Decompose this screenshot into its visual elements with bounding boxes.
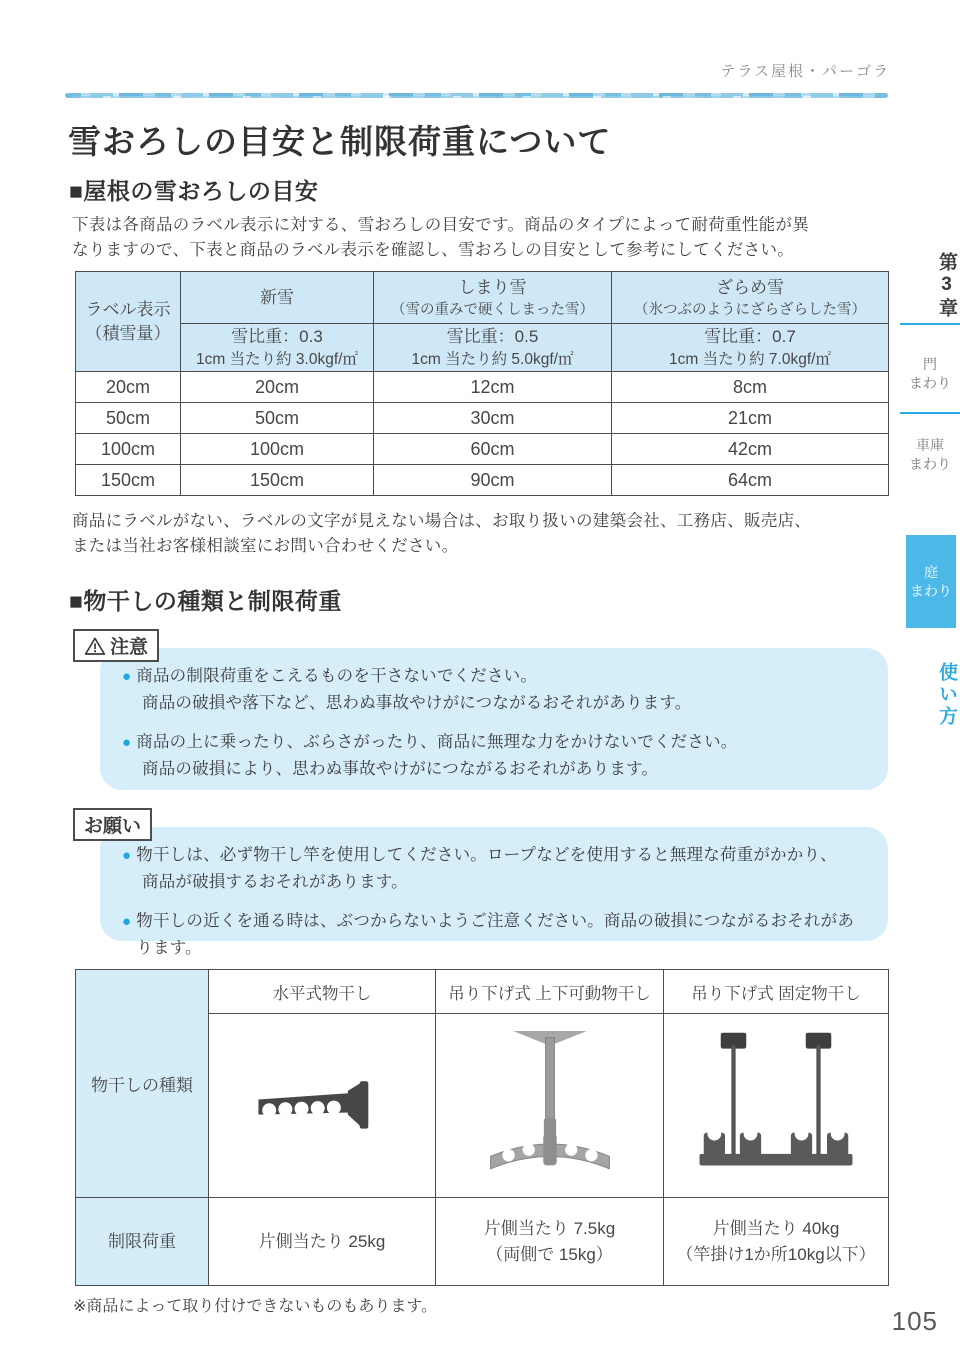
request-text: 商品が破損するおそれがあります。	[142, 873, 408, 891]
table-cell: 8cm	[612, 372, 889, 403]
hanger-type-table	[75, 969, 889, 1286]
request-item	[122, 908, 868, 962]
tab-text: 門	[923, 356, 937, 372]
corner-line-2: （積雪量）	[85, 323, 171, 343]
section-heading-hanger: ■物干しの種類と制限荷重	[69, 588, 342, 614]
horizontal-hanger-illustration	[252, 1076, 392, 1136]
load-cell	[664, 1198, 889, 1286]
illustration-cell	[209, 1014, 436, 1198]
column-header-shinsetsu: 新雪	[181, 272, 374, 324]
caution-box	[100, 648, 888, 790]
caution-label	[73, 629, 159, 662]
table-cell: 50cm	[181, 403, 374, 434]
page-number: 105	[891, 1306, 938, 1336]
caution-text: 商品の破損により、思わぬ事故やけがにつながるおそれがあります。	[142, 760, 659, 778]
load-row-label: 制限荷重	[76, 1198, 209, 1286]
table-row	[76, 403, 889, 434]
table-cell: 60cm	[374, 434, 612, 465]
table-cell: 30cm	[374, 403, 612, 434]
caution-text: 商品の制限荷重をこえるものを干さないでください。	[136, 667, 538, 685]
note-line-1: 商品にラベルがない、ラベルの文字が見えない場合は、お取り扱いの建築会社、工務店、販売店、	[72, 512, 812, 530]
load-value: 片側当たり 7.5kg	[483, 1218, 616, 1238]
intro-line-1: 下表は各商品のラベル表示に対する、雪おろしの目安です。商品のタイプによって耐荷重性能が異	[72, 216, 810, 234]
sidebar-chapter-label: 第3章	[936, 252, 957, 320]
decorative-brush-line	[65, 93, 888, 98]
row-label: 50cm	[76, 403, 181, 434]
density-header-2: 雪比重：0.7 1cm 当たり約 7.0kgf/㎡	[612, 324, 889, 372]
corner-line-1: ラベル表示	[85, 299, 171, 319]
load-value: 片側当たり 25kg	[258, 1231, 386, 1251]
row-label: 150cm	[76, 465, 181, 496]
snow-removal-guideline-table	[75, 271, 889, 496]
table-cell: 150cm	[181, 465, 374, 496]
request-text: 物干しの近くを通る時は、ぶつからないようご注意ください。商品の破損につながるおそれがあります。	[136, 912, 855, 957]
density-header-0: 雪比重：0.3 1cm 当たり約 3.0kgf/㎡	[181, 324, 374, 372]
intro-line-2: なりますので、下表と商品のラベル表示を確認し、雪おろしの目安として参考にしてください。	[72, 241, 795, 259]
sidebar-divider	[900, 323, 960, 325]
table-row	[76, 434, 889, 465]
hanger-column-adjustable: 吊り下げ式 上下可動物干し	[436, 970, 664, 1014]
intro-paragraph	[72, 213, 882, 263]
request-item	[122, 842, 868, 896]
caution-label-text: 注意	[110, 637, 149, 658]
tab-text: まわり	[909, 456, 951, 472]
caution-item	[122, 729, 868, 783]
column-header-shimariyuki: しまり雪 （雪の重みで硬くしまった雪）	[374, 272, 612, 324]
page-title: 雪おろしの目安と制限荷重について	[68, 123, 612, 160]
bullet-icon: ●	[122, 913, 132, 930]
note-line-2: または当社お客様相談室にお問い合わせください。	[72, 537, 459, 555]
row-label: 20cm	[76, 372, 181, 403]
load-cell	[209, 1198, 436, 1286]
table-row	[76, 372, 889, 403]
hanger-column-fixed: 吊り下げ式 固定物干し	[664, 970, 889, 1014]
hanger-type-row-label: 物干しの種類	[76, 970, 209, 1198]
table-cell: 21cm	[612, 403, 889, 434]
table-footnote: ※商品によって取り付けできないものもあります。	[73, 1298, 438, 1315]
sidebar-tab-garden-active	[906, 535, 956, 628]
request-label-text: お願い	[84, 816, 142, 837]
page-category-header: テラス屋根・パーゴラ	[720, 63, 890, 80]
caution-text: 商品の破損や落下など、思わぬ事故やけがにつながるおそれがあります。	[142, 694, 692, 712]
bullet-icon: ●	[122, 847, 132, 864]
tab-text: まわり	[910, 582, 952, 599]
row-label: 100cm	[76, 434, 181, 465]
label-note-paragraph	[72, 509, 892, 559]
adjustable-hanger-illustration	[475, 1022, 625, 1190]
hanger-column-horizontal: 水平式物干し	[209, 970, 436, 1014]
caution-text: 商品の上に乗ったり、ぶらさがったり、商品に無理な力をかけないでください。	[136, 733, 738, 751]
load-value-sub: （両側で 15kg）	[486, 1244, 613, 1264]
fixed-hanger-illustration	[691, 1026, 861, 1186]
load-value: 片側当たり 40kg	[712, 1218, 840, 1238]
table-row	[76, 465, 889, 496]
bullet-icon: ●	[122, 734, 132, 751]
load-value-sub: （竿掛け1か所10kg以下）	[676, 1244, 876, 1264]
tab-text: 車庫	[916, 437, 944, 453]
section-heading-roof: ■屋根の雪おろしの目安	[69, 178, 319, 204]
tab-text: 庭	[924, 563, 938, 580]
sidebar-tab-garage	[900, 436, 960, 474]
table-cell: 42cm	[612, 434, 889, 465]
table-cell: 20cm	[181, 372, 374, 403]
table-cell: 100cm	[181, 434, 374, 465]
load-cell	[436, 1198, 664, 1286]
column-header-zarameyuki: ざらめ雪 （氷つぶのようにざらざらした雪）	[612, 272, 889, 324]
corner-header	[76, 272, 181, 372]
table-cell: 12cm	[374, 372, 612, 403]
bullet-icon: ●	[122, 668, 132, 685]
caution-item	[122, 663, 868, 717]
sidebar-divider	[900, 412, 960, 414]
sidebar-tab-gate	[900, 355, 960, 393]
request-label	[73, 808, 152, 841]
tab-text: まわり	[909, 375, 951, 391]
table-cell: 90cm	[374, 465, 612, 496]
request-box	[100, 827, 888, 957]
density-header-1: 雪比重：0.5 1cm 当たり約 5.0kgf/㎡	[374, 324, 612, 372]
sidebar-usage-label: 使い方	[936, 662, 957, 728]
request-text: 物干しは、必ず物干し竿を使用してください。ロープなどを使用すると無理な荷重がかかり、	[136, 846, 837, 864]
illustration-cell	[436, 1014, 664, 1198]
table-cell: 64cm	[612, 465, 889, 496]
illustration-cell	[664, 1014, 889, 1198]
warning-triangle-icon	[84, 636, 106, 656]
